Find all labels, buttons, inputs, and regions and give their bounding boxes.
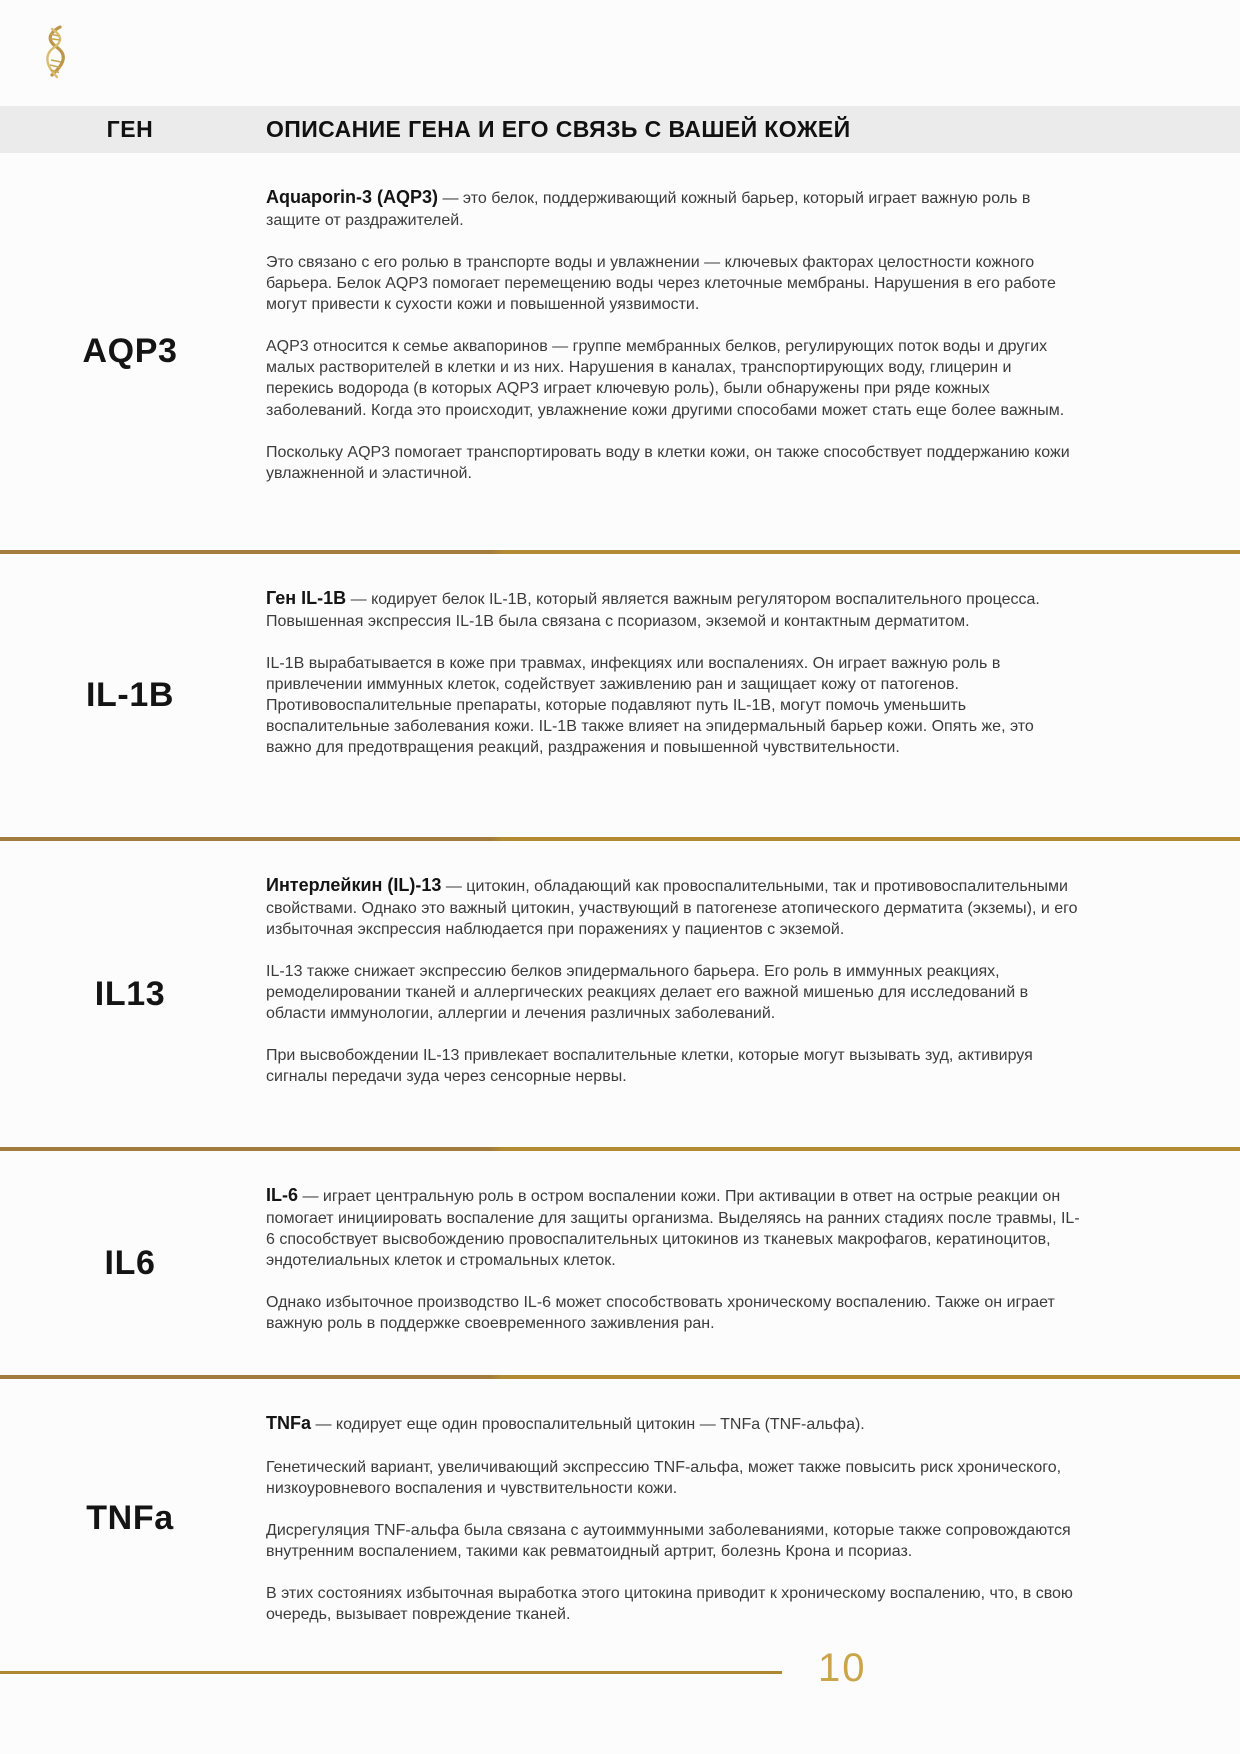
paragraph-text: IL-13 также снижает экспрессию белков эпидермального барьера. Его роль в иммунных реакциях, ремоделировании тканей и аллергических реакциях делает его важной мишенью для исследований в области иммунологии, аллергии и лечения различных заболеваний. — [266, 962, 1029, 1023]
gene-description-aqp3 — [260, 153, 1090, 550]
paragraph-text: — это белок, поддерживающий кожный барьер, который играет важную роль в защите от раздражителей. — [266, 190, 1031, 229]
gene-column-header: ГЕН — [106, 116, 154, 142]
gene-name-il6: IL6 — [104, 1243, 156, 1282]
paragraph-lead: Aquaporin-3 (AQP3) — [266, 187, 439, 207]
paragraph — [266, 252, 1080, 315]
gene-name-il1b: IL-1B — [86, 676, 174, 714]
page-number: 10 — [818, 1646, 867, 1690]
gene-description-tnfa — [260, 1379, 1090, 1657]
gene-description-il13 — [260, 841, 1090, 1147]
paragraph — [266, 1184, 1080, 1271]
gene-name-tnfa: TNFa — [86, 1498, 174, 1537]
description-column-header: ОПИСАНИЕ ГЕНА И ЕГО СВЯЗЬ С ВАШЕЙ КОЖЕЙ — [266, 116, 851, 142]
gene-section-il1b — [0, 554, 1240, 837]
paragraph — [266, 1045, 1080, 1087]
paragraph-lead: IL-6 — [266, 1185, 299, 1205]
gene-name-aqp3: AQP3 — [82, 332, 178, 370]
gene-section-il6 — [0, 1151, 1240, 1375]
paragraph-text: Генетический вариант, увеличивающий экспрессию TNF-альфа, может также повысить риск хронического, низкоуровневого воспаления и чувствительности кожи. — [266, 1458, 1062, 1497]
paragraph — [266, 1292, 1080, 1334]
paragraph — [266, 1583, 1080, 1625]
paragraph-text: — кодирует еще один провоспалительный цитокин — TNFa (TNF-альфа). — [311, 1416, 865, 1433]
paragraph — [266, 1412, 1080, 1436]
gene-description-il1b — [260, 554, 1090, 837]
paragraph-text: IL-1B вырабатывается в коже при травмах, инфекциях или воспалениях. Он играет важную роль в привлечении иммунных клеток, содействует заживлению ран и защищает кожу от патогенов. Противовоспалительные препараты, которые подавляют путь IL-1B, могут помочь уменьшить воспалительные заболевания кожи. IL-1B также влияет на эпидермальный барьер кожи. Опять же, это важно для предотвращения реакций, раздражения и повышенной чувствительности. — [266, 654, 1034, 757]
paragraph-text: Поскольку AQP3 помогает транспортировать воду в клетки кожи, он также способствует поддержанию кожи увлажненной и эластичной. — [266, 443, 1070, 482]
paragraph — [266, 1457, 1080, 1499]
dna-logo-icon — [40, 24, 72, 80]
paragraph-text: — кодирует белок IL-1B, который является важным регулятором воспалительного процесса. Повышенная экспрессия IL-1B была связана с псориазом, экземой и контактным дерматитом. — [266, 591, 1040, 630]
paragraph-text: AQP3 относится к семье аквапоринов — группе мембранных белков, регулирующих поток воды и других малых растворителей в клетки и из них. Нарушения в каналах, транспортирующих воду, глицерин и перекись водорода (в которых AQP3 играет ключевую роль), были обнаружены при ряде кожных заболеваний. Когда это происходит, увлажнение кожи другими способами может стать еще более важным. — [266, 338, 1065, 419]
paragraph — [266, 336, 1080, 420]
gene-section-tnfa — [0, 1379, 1240, 1657]
gene-table-body — [0, 153, 1240, 1657]
gene-description-il6 — [260, 1151, 1090, 1375]
paragraph — [266, 961, 1080, 1024]
table-header — [0, 106, 1240, 153]
paragraph — [266, 587, 1080, 632]
paragraph-lead: Ген IL-1B — [266, 588, 347, 608]
paragraph-text: Это связано с его ролью в транспорте воды и увлажнении — ключевых факторах целостности кожного барьера. Белок AQP3 помогает перемещению воды через клеточные мембраны. Нарушения в его работе могут привести к сухости кожи и повышенной уязвимости. — [266, 253, 1056, 314]
paragraph-text: Однако избыточное производство IL-6 может способствовать хроническому воспалению. Также он играет важную роль в поддержке своевременного заживления ран. — [266, 1294, 1055, 1333]
paragraph-lead: Интерлейкин (IL)-13 — [266, 875, 442, 895]
paragraph-text: При высвобождении IL-13 привлекает воспалительные клетки, которые могут вызывать зуд, активируя сигналы передачи зуда через сенсорные нервы. — [266, 1047, 1033, 1086]
paragraph-text: — играет центральную роль в остром воспалении кожи. При активации в ответ на острые реакции он помогает инициировать воспаление для защиты организма. Выделяясь на ранних стадиях после травмы, IL-6 способствует высвобождению провоспалительных цитокинов из тканевых макрофагов, кератиноцитов, эндотелиальных клеток и стромальных клеток. — [266, 1188, 1080, 1269]
gene-section-aqp3 — [0, 153, 1240, 550]
footer-divider-line — [0, 1671, 782, 1674]
paragraph — [266, 874, 1080, 940]
paragraph-text: В этих состояниях избыточная выработка этого цитокина приводит к хроническому воспалению, что, в свою очередь, вызывает повреждение тканей. — [266, 1585, 1073, 1624]
paragraph-text: — цитокин, обладающий как провоспалительными, так и противовоспалительными свойствами. Однако это важный цитокин, участвующий в патогенезе атопического дерматита (экземы), и его избыточная экспрессия наблюдается при поражениях у пациентов с экземой. — [266, 878, 1078, 938]
paragraph-lead: TNFa — [266, 1413, 311, 1433]
gene-section-il13 — [0, 841, 1240, 1147]
paragraph — [266, 442, 1080, 484]
paragraph — [266, 1520, 1080, 1562]
page-footer — [0, 1646, 1240, 1720]
gene-name-il13: IL13 — [94, 974, 166, 1013]
paragraph — [266, 186, 1080, 231]
paragraph — [266, 653, 1080, 759]
paragraph-text: Дисрегуляция TNF-альфа была связана с аутоиммунными заболеваниями, которые также сопровождаются внутренним воспалением, такими как ревматоидный артрит, болезнь Крона и псориаз. — [266, 1521, 1071, 1561]
